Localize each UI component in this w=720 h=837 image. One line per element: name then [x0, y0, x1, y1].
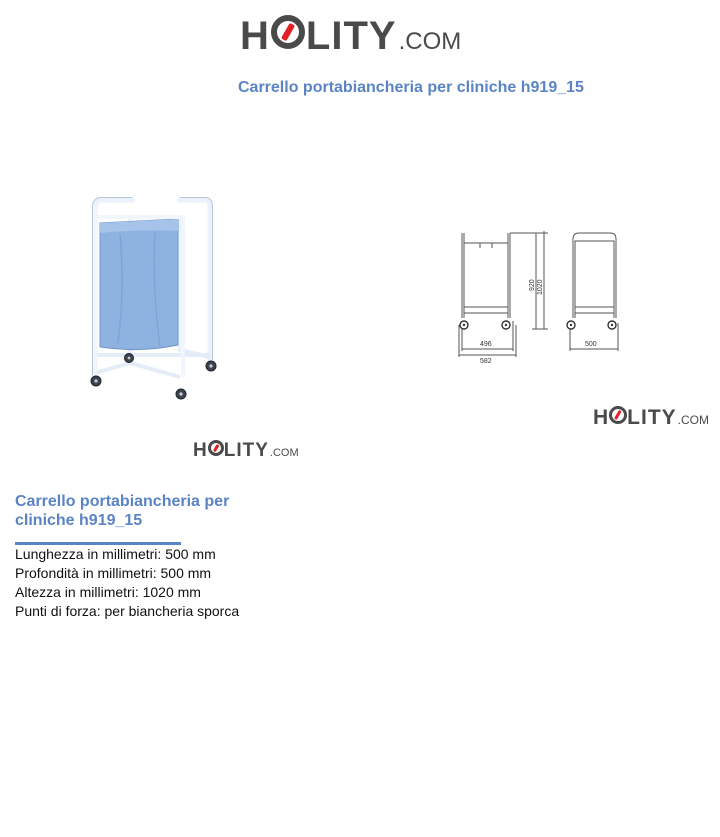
logo-tld: .COM [398, 28, 462, 55]
drawing-logo [593, 406, 709, 430]
spec-value: per biancheria sporca [104, 603, 240, 619]
spec-label: Profondità in millimetri [15, 565, 153, 581]
logo-text-lity: LITY [223, 440, 269, 461]
product-photo [80, 195, 230, 405]
spec-list [15, 545, 239, 621]
spec-label: Lunghezza in millimetri [15, 546, 158, 562]
logo-o-icon [271, 15, 305, 49]
spec-label: Altezza in millimetri [15, 584, 135, 600]
spec-height: Altezza in millimetri: 1020 mm [15, 584, 201, 600]
dim-height-outer: 1020 [537, 279, 544, 295]
dim-width-outer: 582 [480, 358, 492, 365]
spec-value: 500 mm [165, 546, 216, 562]
logo-o-icon [609, 406, 627, 424]
logo-text-h: H [193, 440, 208, 461]
site-logo[interactable] [240, 14, 461, 59]
dim-depth: 500 [585, 341, 597, 348]
logo-text-h: H [240, 14, 270, 58]
spec-value: 1020 mm [142, 584, 201, 600]
photo-logo [193, 440, 299, 462]
spec-strengths: Punti di forza: per biancheria sporca [15, 603, 240, 619]
logo-tld: .COM [269, 447, 299, 459]
logo-o-icon [208, 440, 224, 456]
dim-height-inner: 920 [529, 279, 536, 291]
logo-text-h: H [593, 406, 610, 429]
spec-value: 500 mm [160, 565, 212, 581]
dim-width-inner: 496 [480, 341, 492, 348]
technical-drawing [450, 225, 630, 365]
spec-label: Punti di forza [15, 603, 97, 619]
spec-depth: Profondità in millimetri: 500 mm [15, 565, 212, 581]
spec-length: Lunghezza in millimetri: 500 mm [15, 546, 216, 562]
logo-text-lity: LITY [305, 14, 397, 58]
logo-tld: .COM [677, 413, 710, 427]
product-name: Carrello portabiancheria per cliniche h919_15 [15, 493, 230, 529]
page-title: Carrello portabiancheria per cliniche h919_15 [238, 79, 584, 96]
logo-text-lity: LITY [627, 406, 677, 429]
